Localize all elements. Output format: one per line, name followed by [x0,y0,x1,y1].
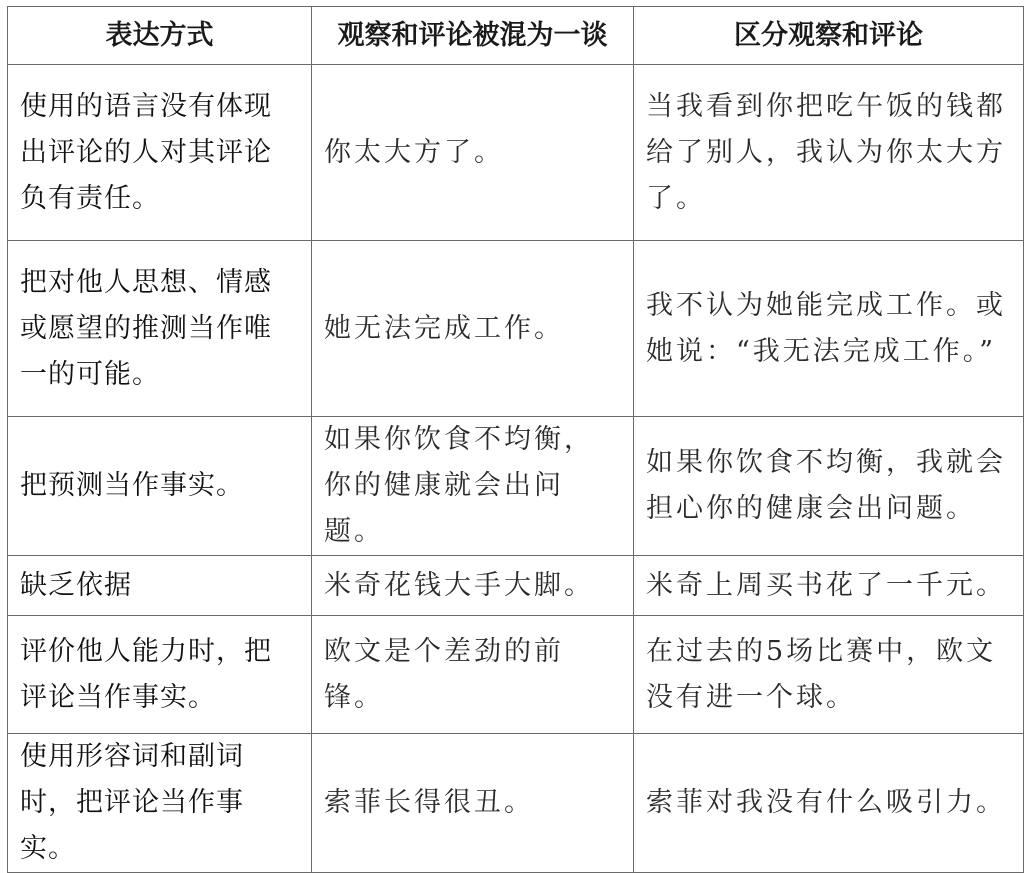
cell-separated: 索菲对我没有什么吸引力。 [634,734,1024,873]
header-expression: 表达方式 [8,7,312,65]
table-header-row [8,7,1024,65]
table-row [8,734,1024,873]
table-row [8,241,1024,417]
cell-expression: 使用形容词和副词时，把评论当作事实。 [8,734,312,873]
cell-separated: 如果你饮食不均衡，我就会担心你的健康会出问题。 [634,417,1024,556]
cell-expression: 把对他人思想、情感或愿望的推测当作唯一的可能。 [8,241,312,417]
cell-expression: 缺乏依据 [8,556,312,616]
cell-mixed: 欧文是个差劲的前锋。 [312,616,634,734]
cell-separated: 当我看到你把吃午饭的钱都给了别人，我认为你太大方了。 [634,65,1024,241]
cell-expression: 使用的语言没有体现出评论的人对其评论负有责任。 [8,65,312,241]
cell-separated: 我不认为她能完成工作。或她说：“我无法完成工作。” [634,241,1024,417]
cell-expression: 评价他人能力时，把评论当作事实。 [8,616,312,734]
cell-mixed: 她无法完成工作。 [312,241,634,417]
cell-expression: 把预测当作事实。 [8,417,312,556]
cell-mixed: 索菲长得很丑。 [312,734,634,873]
table-row [8,616,1024,734]
table-row [8,65,1024,241]
cell-separated: 在过去的5场比赛中，欧文没有进一个球。 [634,616,1024,734]
cell-separated: 米奇上周买书花了一千元。 [634,556,1024,616]
cell-mixed: 米奇花钱大手大脚。 [312,556,634,616]
cell-mixed: 如果你饮食不均衡，你的健康就会出问题。 [312,417,634,556]
comparison-table [7,6,1024,873]
header-mixed: 观察和评论被混为一谈 [312,7,634,65]
table-row [8,556,1024,616]
table-row [8,417,1024,556]
cell-mixed: 你太大方了。 [312,65,634,241]
header-separated: 区分观察和评论 [634,7,1024,65]
